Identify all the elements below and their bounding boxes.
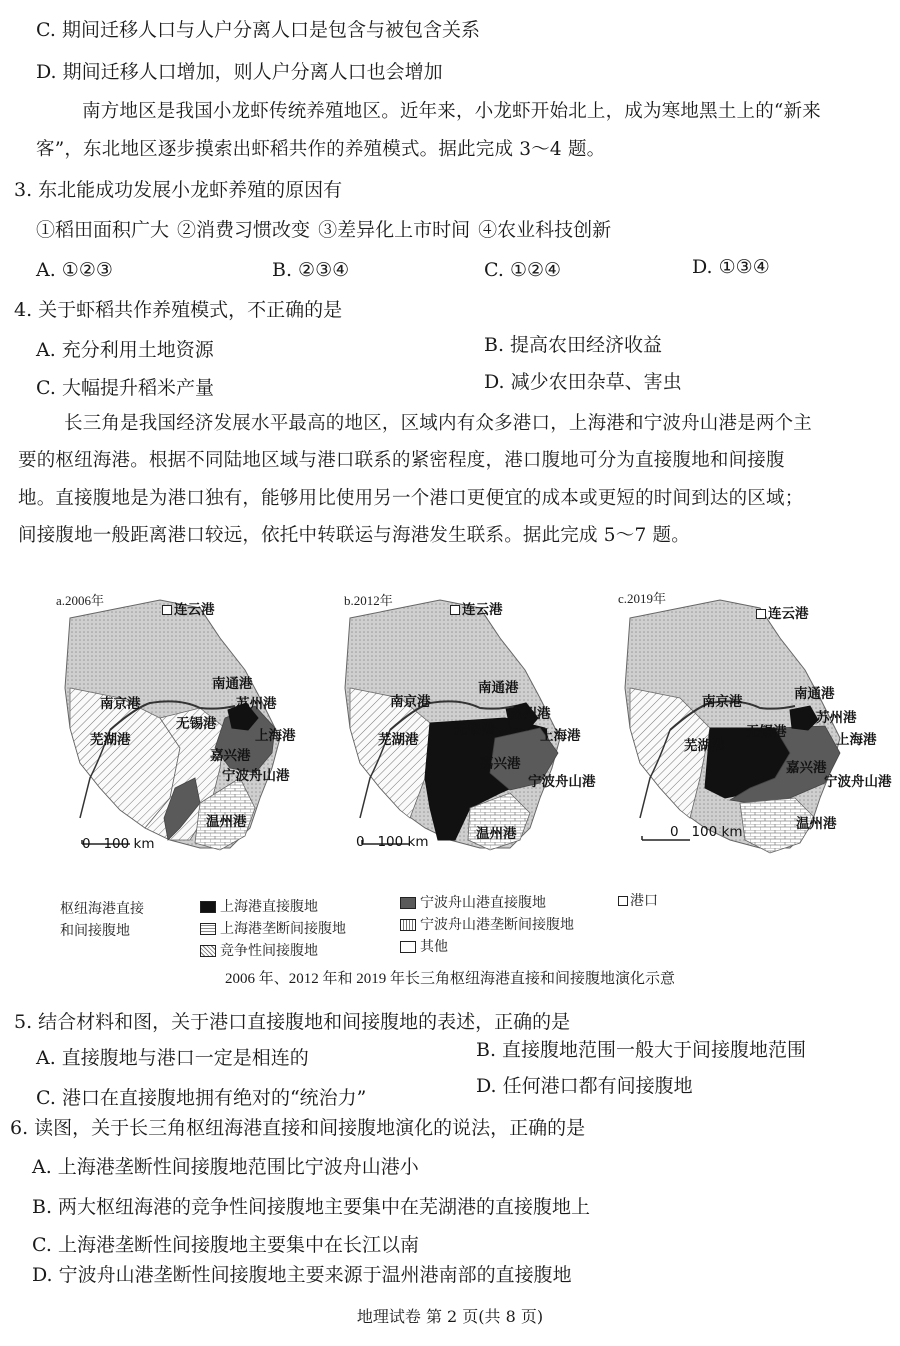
question-4-option-b: B. 提高农田经济收益 <box>484 334 663 356</box>
option-d-prev: D. 期间迁移人口增加，则人户分离人口也会增加 <box>36 61 443 83</box>
map-2012-label-shanghai: 上海港 <box>540 728 581 744</box>
map-2012-label-lianyungang: 连云港 <box>450 598 503 618</box>
question-3-option-a: A. ①②③ <box>36 259 113 281</box>
map-2006-label-shanghai: 上海港 <box>255 728 296 744</box>
map-2019-scale: 0 100 km <box>670 824 743 840</box>
map-2019-label-ningbo: 宁波舟山港 <box>824 774 892 790</box>
legend-item-sh-direct: 上海港直接腹地 <box>200 896 318 916</box>
legend-item-other: 其他 <box>400 936 448 956</box>
map-2012 <box>330 578 600 868</box>
legend-item-competitive: 竞争性间接腹地 <box>200 940 318 960</box>
question-3: 3. 东北能成功发展小龙虾养殖的原因有 <box>14 179 343 201</box>
map-2006-label-wenzhou: 温州港 <box>206 814 247 830</box>
map-2006-label-nanjing: 南京港 <box>100 696 141 712</box>
question-4-option-a: A. 充分利用土地资源 <box>36 339 214 361</box>
question-5-option-c: C. 港口在直接腹地拥有绝对的“统治力” <box>36 1087 367 1109</box>
question-6-option-b: B. 两大枢纽海港的竞争性间接腹地主要集中在芜湖港的直接腹地上 <box>32 1196 591 1218</box>
map-2012-label-suzhou: 苏州港 <box>510 706 551 722</box>
map-2019-label-wenzhou: 温州港 <box>796 816 837 832</box>
map-legend <box>60 888 840 958</box>
legend-item-nb-monopoly: 宁波舟山港垄断间接腹地 <box>400 914 574 934</box>
paragraph-2-line-3: 地。直接腹地是为港口独有，能够用比使用另一个港口更便宜的成本或更短的时间到达的区域； <box>18 488 804 509</box>
map-2019-label-wuxi: 无锡港 <box>746 724 787 740</box>
question-3-option-c: C. ①②④ <box>484 259 562 281</box>
figure-caption: 2006 年、2012 年和 2019 年长三角枢纽海港直接和间接腹地演化示意 <box>224 971 675 987</box>
map-2019-label-lianyungang: 连云港 <box>756 602 809 622</box>
map-2019 <box>610 578 892 868</box>
map-2006-label-nantong: 南通港 <box>212 676 253 692</box>
map-2019-label-shanghai: 上海港 <box>836 732 877 748</box>
legend-title-line-2: 和间接腹地 <box>60 923 130 939</box>
question-3-option-d: D. ①③④ <box>692 256 770 278</box>
question-5: 5. 结合材料和图，关于港口直接腹地和间接腹地的表述，正确的是 <box>14 1011 571 1033</box>
map-2012-label-wenzhou: 温州港 <box>476 826 517 842</box>
legend-swatch-hatch <box>200 945 216 957</box>
question-4-option-c: C. 大幅提升稻米产量 <box>36 377 214 399</box>
legend-item-port: 港口 <box>618 890 658 910</box>
paragraph-1-line-1: 南方地区是我国小龙虾传统养殖地区。近年来，小龙虾开始北上，成为寒地黑土上的“新来 <box>82 101 821 122</box>
question-4: 4. 关于虾稻共作养殖模式，不正确的是 <box>14 299 343 321</box>
port-icon <box>162 605 172 615</box>
paragraph-2-line-1: 长三角是我国经济发展水平最高的地区，区域内有众多港口，上海港和宁波舟山港是两个主 <box>64 413 813 434</box>
question-5-option-b: B. 直接腹地范围一般大于间接腹地范围 <box>476 1039 807 1061</box>
hinterland-maps <box>50 578 892 868</box>
map-2006-label-lianyungang: 连云港 <box>162 598 215 618</box>
map-2006-title: a.2006年 <box>56 593 105 608</box>
port-icon <box>450 605 460 615</box>
map-2012-title: b.2012年 <box>344 593 393 608</box>
question-6: 6. 读图，关于长三角枢纽海港直接和间接腹地演化的说法，正确的是 <box>10 1117 586 1139</box>
question-6-option-a: A. 上海港垄断性间接腹地范围比宁波舟山港小 <box>32 1156 419 1178</box>
question-6-option-c: C. 上海港垄断性间接腹地主要集中在长江以南 <box>32 1234 419 1256</box>
paragraph-1-line-2: 客”，东北地区逐步摸索出虾稻共作的养殖模式。据此完成 3～4 题。 <box>36 139 606 160</box>
map-2019-label-nanjing: 南京港 <box>702 694 743 710</box>
legend-item-nb-direct: 宁波舟山港直接腹地 <box>400 892 546 912</box>
map-2006-label-wuxi: 无锡港 <box>176 716 217 732</box>
question-3-items: ①稻田面积广大 ②消费习惯改变 ③差异化上市时间 ④农业科技创新 <box>36 219 612 241</box>
port-icon <box>618 896 628 906</box>
map-2006-label-jiaxing: 嘉兴港 <box>210 748 251 764</box>
map-2006-scale: 0 100 km <box>82 836 155 852</box>
map-2019-label-wuhu: 芜湖港 <box>684 738 725 754</box>
map-2012-label-jiaxing: 嘉兴港 <box>480 756 521 772</box>
legend-swatch-lined <box>400 919 416 931</box>
map-2019-label-nantong: 南通港 <box>794 686 835 702</box>
port-icon <box>756 609 766 619</box>
map-2012-scale: 0 100 km <box>356 834 429 850</box>
map-2006 <box>50 578 320 868</box>
question-4-option-d: D. 减少农田杂草、害虫 <box>484 371 682 393</box>
page-footer: 地理试卷 第 2 页(共 8 页) <box>356 1307 544 1326</box>
map-2006-label-wuhu: 芜湖港 <box>90 732 131 748</box>
legend-title-line-1: 枢纽海港直接 <box>60 901 144 917</box>
option-c-prev: C. 期间迁移人口与人户分离人口是包含与被包含关系 <box>36 19 480 41</box>
legend-swatch-brick <box>200 923 216 935</box>
question-3-option-b: B. ②③④ <box>272 259 350 281</box>
map-2012-label-wuhu: 芜湖港 <box>378 732 419 748</box>
map-2012-label-nantong: 南通港 <box>478 680 519 696</box>
question-5-option-a: A. 直接腹地与港口一定是相连的 <box>36 1047 309 1069</box>
question-5-option-d: D. 任何港口都有间接腹地 <box>476 1075 693 1097</box>
map-2019-title: c.2019年 <box>618 591 667 606</box>
legend-item-sh-monopoly: 上海港垄断间接腹地 <box>200 918 346 938</box>
legend-swatch-black <box>200 901 216 913</box>
legend-swatch-white <box>400 941 416 953</box>
map-2012-label-ningbo: 宁波舟山港 <box>528 774 596 790</box>
paragraph-2-line-4: 间接腹地一般距离港口较远，依托中转联运与海港发生联系。据此完成 5～7 题。 <box>18 525 690 546</box>
map-2006-label-ningbo: 宁波舟山港 <box>222 768 290 784</box>
map-2006-label-suzhou: 苏州港 <box>236 696 277 712</box>
map-2012-label-wuxi: 无锡港 <box>454 722 495 738</box>
question-6-option-d: D. 宁波舟山港垄断性间接腹地主要来源于温州港南部的直接腹地 <box>32 1264 572 1286</box>
legend-swatch-gray <box>400 897 416 909</box>
paragraph-2-line-2: 要的枢纽海港。根据不同陆地区域与港口联系的紧密程度，港口腹地可分为直接腹地和间接腹 <box>18 450 785 471</box>
map-2012-label-nanjing: 南京港 <box>390 694 431 710</box>
map-2019-label-jiaxing: 嘉兴港 <box>786 760 827 776</box>
map-2019-label-suzhou: 苏州港 <box>816 710 857 726</box>
